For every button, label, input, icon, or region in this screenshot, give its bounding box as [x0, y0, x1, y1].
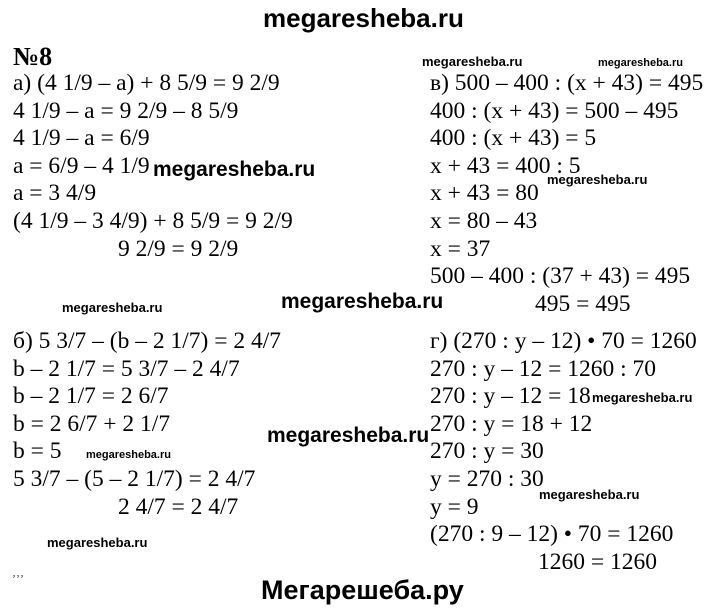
part-b-line: 5 3/7 – (5 – 2 1/7) = 2 4/7	[13, 465, 256, 492]
part-v-check-line: 495 = 495	[535, 290, 631, 317]
watermark: megaresheba.ru	[281, 290, 444, 313]
watermark: megaresheba.ru	[592, 390, 693, 405]
part-b-line: b = 2 6/7 + 2 1/7	[13, 410, 171, 437]
watermark: megaresheba.ru	[47, 535, 148, 550]
site-footer: Мегарешеба.ру	[261, 575, 464, 605]
part-a-line: a = 6/9 – 4 1/9	[13, 152, 150, 179]
part-v-line: x = 37	[430, 235, 491, 262]
part-g-line: y = 9	[430, 493, 479, 520]
part-b-line: б) 5 3/7 – (b – 2 1/7) = 2 4/7	[13, 328, 282, 354]
part-b-line: b = 5	[13, 438, 62, 465]
part-g-line: (270 : 9 – 12) • 70 = 1260	[430, 521, 674, 548]
part-a-line: а) (4 1/9 – a) + 8 5/9 = 9 2/9	[13, 70, 280, 96]
watermark: megaresheba.ru	[267, 424, 430, 447]
part-g-line: 270 : y – 12 = 18	[430, 383, 591, 410]
part-v-line: 400 : (x + 43) = 5	[430, 125, 597, 152]
part-g-line: 270 : y = 18 + 12	[430, 410, 593, 437]
clipped-text-fragment: ʼʼʼ	[12, 572, 24, 586]
part-g-line: 270 : y – 12 = 1260 : 70	[430, 355, 657, 382]
watermark: megaresheba.ru	[153, 158, 316, 181]
watermark: megaresheba.ru	[86, 449, 171, 461]
part-v-line: 400 : (x + 43) = 500 – 495	[430, 97, 679, 124]
part-g-line: г) (270 : y – 12) • 70 = 1260	[430, 328, 697, 354]
part-v-line: x + 43 = 400 : 5	[430, 152, 581, 179]
watermark: megaresheba.ru	[598, 57, 683, 69]
watermark: megaresheba.ru	[422, 54, 523, 69]
part-v-line: в) 500 – 400 : (x + 43) = 495	[430, 70, 704, 96]
part-g-line: 270 : y = 30	[430, 438, 544, 465]
part-g-check-line: 1260 = 1260	[538, 548, 658, 575]
part-g-line: y = 270 : 30	[430, 465, 544, 492]
site-header: megaresheba.ru	[263, 3, 464, 33]
watermark: megaresheba.ru	[547, 172, 648, 187]
problem-number: №8	[13, 42, 53, 71]
part-b-solution	[13, 328, 281, 521]
part-g-solution	[430, 328, 697, 576]
part-a-line: (4 1/9 – 3 4/9) + 8 5/9 = 9 2/9	[13, 207, 293, 234]
part-a-check-line: 9 2/9 = 9 2/9	[118, 235, 239, 262]
part-a-line: 4 1/9 – a = 9 2/9 – 8 5/9	[13, 97, 239, 124]
part-v-solution	[430, 70, 703, 318]
watermark: megaresheba.ru	[539, 487, 640, 502]
part-v-line: x = 80 – 43	[430, 207, 538, 234]
part-v-line: x + 43 = 80	[430, 180, 539, 207]
part-a-line: a = 3 4/9	[13, 180, 97, 207]
watermark: megaresheba.ru	[62, 300, 163, 315]
part-b-line: b – 2 1/7 = 2 6/7	[13, 383, 169, 410]
part-v-line: 500 – 400 : (37 + 43) = 495	[430, 263, 691, 290]
part-b-line: b – 2 1/7 = 5 3/7 – 2 4/7	[13, 355, 240, 382]
part-b-check-line: 2 4/7 = 2 4/7	[118, 493, 239, 520]
part-a-line: 4 1/9 – a = 6/9	[13, 125, 150, 152]
